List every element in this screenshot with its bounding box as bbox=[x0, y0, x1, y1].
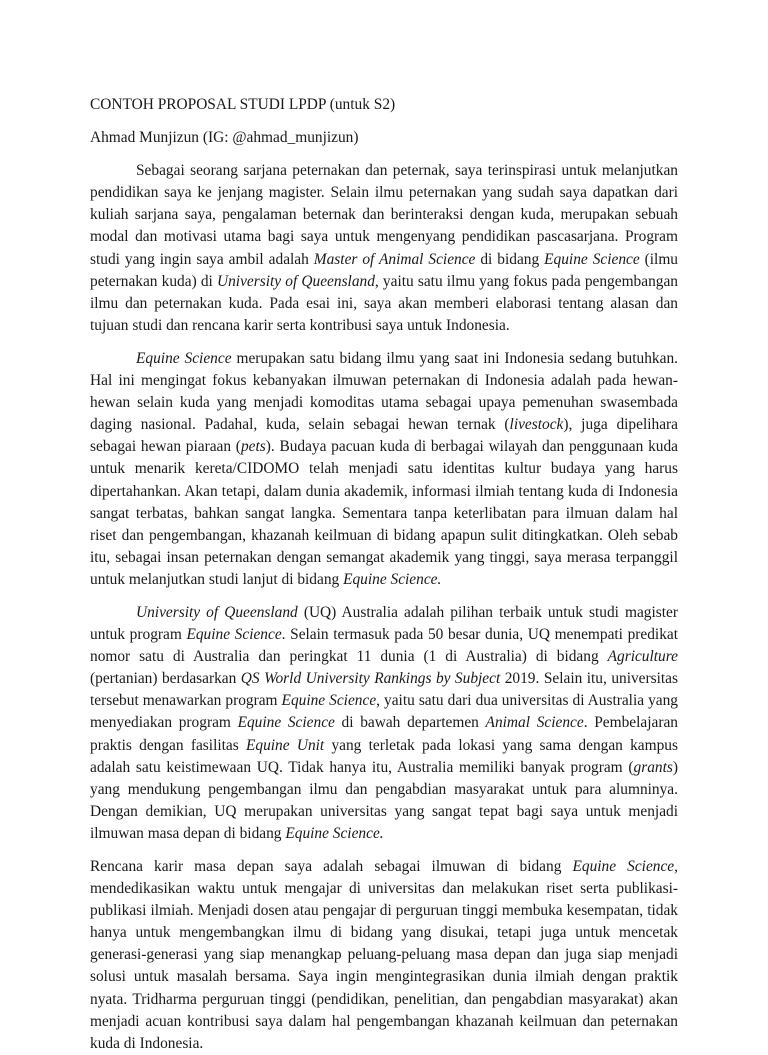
text-run: , yaitu satu ilmu yang fokus pada pengembangan ilmu dan peternakan kuda. Pada esai ini, saya akan memberi elaborasi tentang alasan dan tujuan studi dan rencana karir serta kontribusi saya untuk Indonesia. bbox=[90, 272, 678, 334]
text-run: yang terletak pada lokasi yang sama dengan kampus adalah satu keistimewaan UQ. Tidak hanya itu, Australia memiliki banyak program ( bbox=[90, 736, 678, 776]
text-run: Sebagai seorang sarjana peternakan dan peternak, saya terinspirasi untuk melanjutkan pendidikan saya ke jenjang magister. Selain ilmu peternakan yang sudah saya dapatkan dari kuliah sarjana saya, pengalaman beternak dan berinteraksi dengan kuda, merupakan sebuah modal dan motivasi utama bagi saya untuk mengenyang pendidikan pascasarjana. Program studi yang ingin saya ambil adalah bbox=[90, 162, 678, 268]
paragraph-2 bbox=[90, 348, 678, 591]
text-run: , mendedikasikan waktu untuk mengajar di universitas dan melakukan riset serta publikasi-publikasi ilmiah. Menjadi dosen atau pengajar di perguruan tinggi membuka kesempatan, tidak hanya untuk mengembangkan ilmu di bidang yang disukai, tetapi juga untuk mencetak generasi-generasi yang siap menangkap peluang-peluang masa depan dan juga siap menjadi solusi untuk masalah bersama. Saya ingin mengintegrasikan dunia ilmiah dengan praktik nyata. Tridharma perguruan tinggi (pendidikan, penelitian, dan pengabdian masyarakat) akan menjadi acuan kontribusi saya dalam hal pengembangan khazanah keilmuan dan peternakan kuda di Indonesia. bbox=[90, 858, 678, 1052]
paragraph-3 bbox=[90, 602, 678, 845]
italic-text-run: livestock bbox=[509, 416, 564, 434]
italic-text-run: Equine Unit bbox=[245, 736, 325, 754]
text-run: . Pembelajaran praktis dengan fasilitas bbox=[90, 714, 678, 754]
italic-text-run: pets bbox=[240, 438, 266, 456]
italic-text-run: Equine Science bbox=[136, 349, 232, 367]
paragraph-4 bbox=[90, 856, 678, 1055]
italic-text-run: Equine Science bbox=[544, 250, 640, 268]
italic-text-run: Equine Science bbox=[186, 626, 282, 644]
text-run: (ilmu peternakan kuda) di bbox=[90, 250, 678, 290]
italic-text-run: Equine Science. bbox=[343, 570, 442, 588]
text-run: Rencana karir masa depan saya adalah sebagai ilmuwan di bidang bbox=[90, 858, 573, 875]
italic-text-run: Master of Animal Science bbox=[313, 250, 476, 268]
italic-text-run: grants bbox=[633, 758, 673, 776]
italic-text-run: University of Queensland bbox=[217, 272, 375, 290]
author-line: Ahmad Munjizun (IG: @ahmad_munjizun) bbox=[90, 129, 359, 147]
italic-text-run: Animal Science bbox=[485, 714, 584, 732]
italic-text-run: Equine Science bbox=[572, 858, 675, 875]
text-run: di bawah departemen bbox=[334, 714, 486, 732]
italic-text-run: QS World University Rankings by Subject bbox=[240, 670, 501, 688]
italic-text-run: Equine Science bbox=[237, 714, 335, 732]
text-run: ), juga dipelihara sebagai hewan piaraan ( bbox=[90, 416, 678, 456]
italic-text-run: University of Queensland bbox=[136, 603, 298, 621]
italic-text-run: Agriculture bbox=[607, 648, 678, 666]
text-run: (pertanian) berdasarkan bbox=[90, 670, 241, 688]
text-run: di bidang bbox=[475, 250, 545, 268]
italic-text-run: Equine Science. bbox=[285, 824, 384, 842]
text-run: merupakan satu bidang ilmu yang saat ini Indonesia sedang butuhkan. Hal ini mengingat fokus kebanyakan ilmuwan peternakan di Indonesia adalah pada hewan-hewan selain kuda yang menjadi komoditas utama sebagai upaya pemenuhan swasembada daging nasional. Padahal, kuda, selain sebagai hewan ternak ( bbox=[90, 349, 678, 434]
text-run: ). Budaya pacuan kuda di berbagai wilayah dan penggunaan kuda untuk menarik kereta/CIDOMO telah menjadi satu identitas kultur budaya yang harus dipertahankan. Akan tetapi, dalam dunia akademik, informasi ilmiah tentang kuda di Indonesia sangat terbatas, bahkan sangat langka. Sementara tanpa keterlibatan para ilmuan dalam hal riset dan pengembangan, khazanah keilmuan di bidang apapun sulit ditingkatkan. Oleh sebab itu, sebagai insan peternakan dengan semangat akademik yang tinggi, saya merasa terpanggil untuk melanjutkan studi lanjut di bidang bbox=[90, 438, 678, 588]
paragraph-1 bbox=[90, 160, 678, 337]
text-run: . Selain termasuk pada 50 besar dunia, UQ menempati predikat nomor satu di Australia dan peringkat 11 dunia (1 di Australia) di bidang bbox=[90, 626, 678, 666]
text-run: , yaitu satu dari dua universitas di Australia yang menyediakan program bbox=[90, 692, 678, 732]
document-title: CONTOH PROPOSAL STUDI LPDP (untuk S2) bbox=[90, 96, 396, 113]
text-run: (UQ) Australia adalah pilihan terbaik untuk studi magister untuk program bbox=[90, 603, 678, 644]
italic-text-run: Equine Science bbox=[281, 692, 377, 710]
text-run: ) yang mendukung pengembangan ilmu dan pengabdian masyarakat untuk para alumninya. Dengan demikian, UQ merupakan universitas yang sangat tepat bagi saya untuk menjadi ilmuwan masa depan di bidang bbox=[90, 758, 678, 842]
text-run: 2019. Selain itu, universitas tersebut menawarkan program bbox=[90, 670, 679, 710]
